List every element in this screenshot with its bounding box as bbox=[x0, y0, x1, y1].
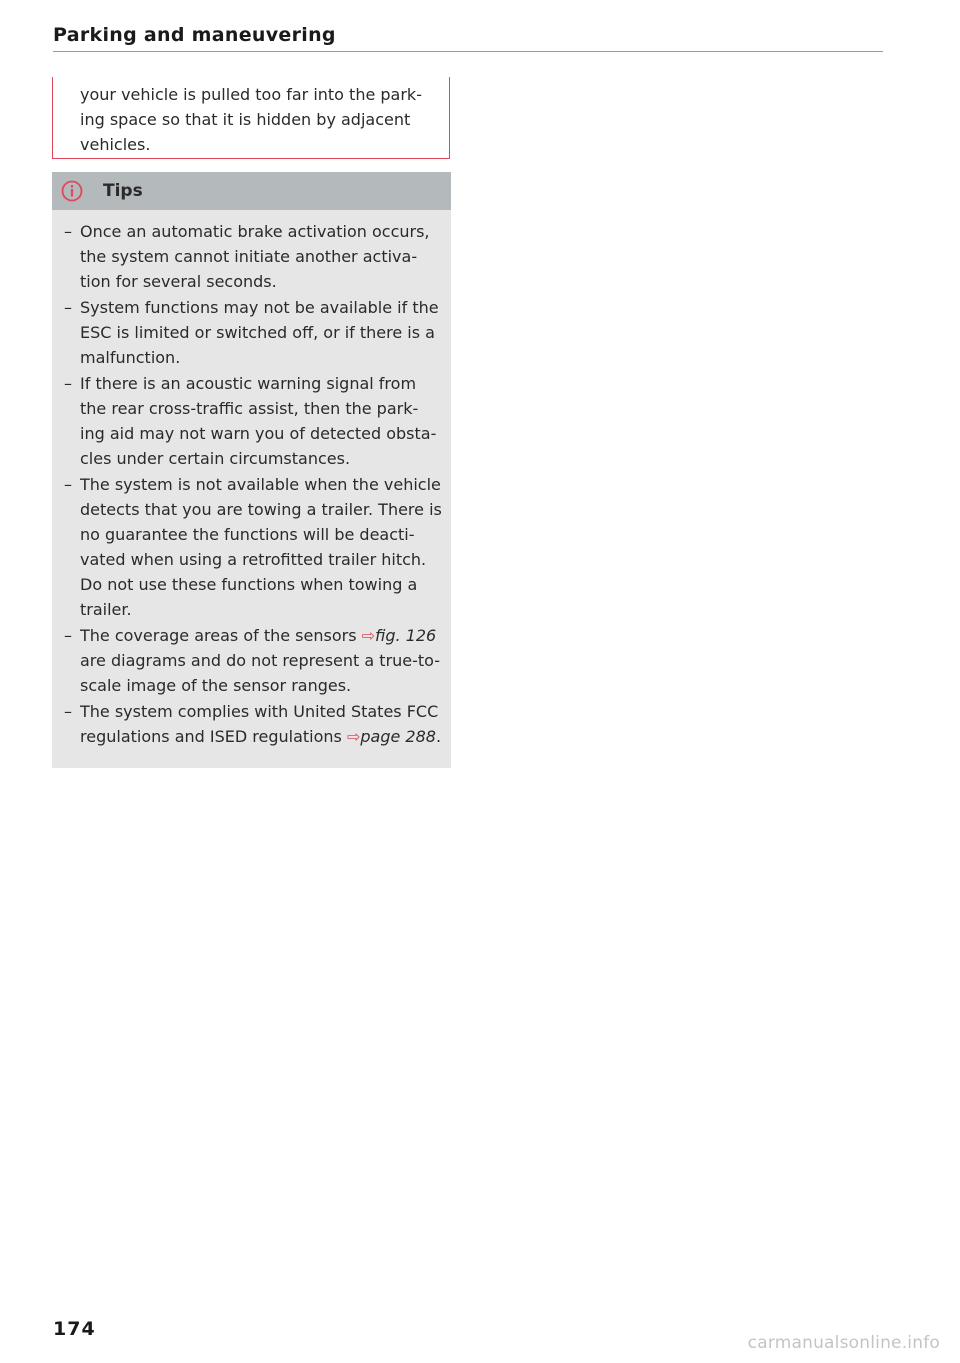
tips-header bbox=[52, 172, 451, 210]
warning-box-continuation bbox=[52, 77, 450, 159]
page-number: 174 bbox=[53, 1318, 96, 1340]
info-circle-icon bbox=[61, 180, 83, 202]
site-watermark: carmanualsonline.info bbox=[747, 1333, 940, 1353]
warning-text: your vehicle is pulled too far into the park-ing space so that it is hidden by adjacent vehicles. bbox=[80, 85, 422, 154]
figure-reference-link[interactable]: fig. 126 bbox=[375, 626, 437, 645]
tip-item: – Once an automatic brake activation occurs, the system cannot initiate another activa-tion for several seconds. bbox=[64, 222, 430, 291]
cross-reference-arrow-icon: ⇨ bbox=[361, 626, 376, 645]
tip-item: – System functions may not be available if the ESC is limited or switched off, or if there is a malfunction. bbox=[64, 298, 439, 367]
tip-item: – If there is an acoustic warning signal from the rear cross-traffic assist, then the park-ing aid may not warn you of detected obsta-cles under certain circumstances. bbox=[64, 374, 437, 468]
header-divider bbox=[53, 51, 883, 52]
cross-reference-arrow-icon: ⇨ bbox=[346, 727, 361, 746]
page-reference-link[interactable]: page 288 bbox=[360, 727, 436, 746]
tip-item: – The coverage areas of the sensors ⇨fig. 126 are diagrams and do not represent a true-to-scale image of the sensor ranges. bbox=[64, 626, 441, 695]
tips-title: Tips bbox=[103, 181, 143, 201]
tips-box bbox=[52, 172, 451, 768]
page-section-title: Parking and maneuvering bbox=[53, 24, 336, 46]
tip-item: – The system complies with United States FCC regulations and ISED regulations ⇨page 288. bbox=[64, 702, 442, 746]
tip-item: – The system is not available when the vehicle detects that you are towing a trailer. There is no guarantee the functions will be deacti-vated when using a retrofitted trailer hitch. Do not use these functions when towing a trailer. bbox=[64, 475, 442, 619]
tips-list bbox=[64, 219, 442, 750]
